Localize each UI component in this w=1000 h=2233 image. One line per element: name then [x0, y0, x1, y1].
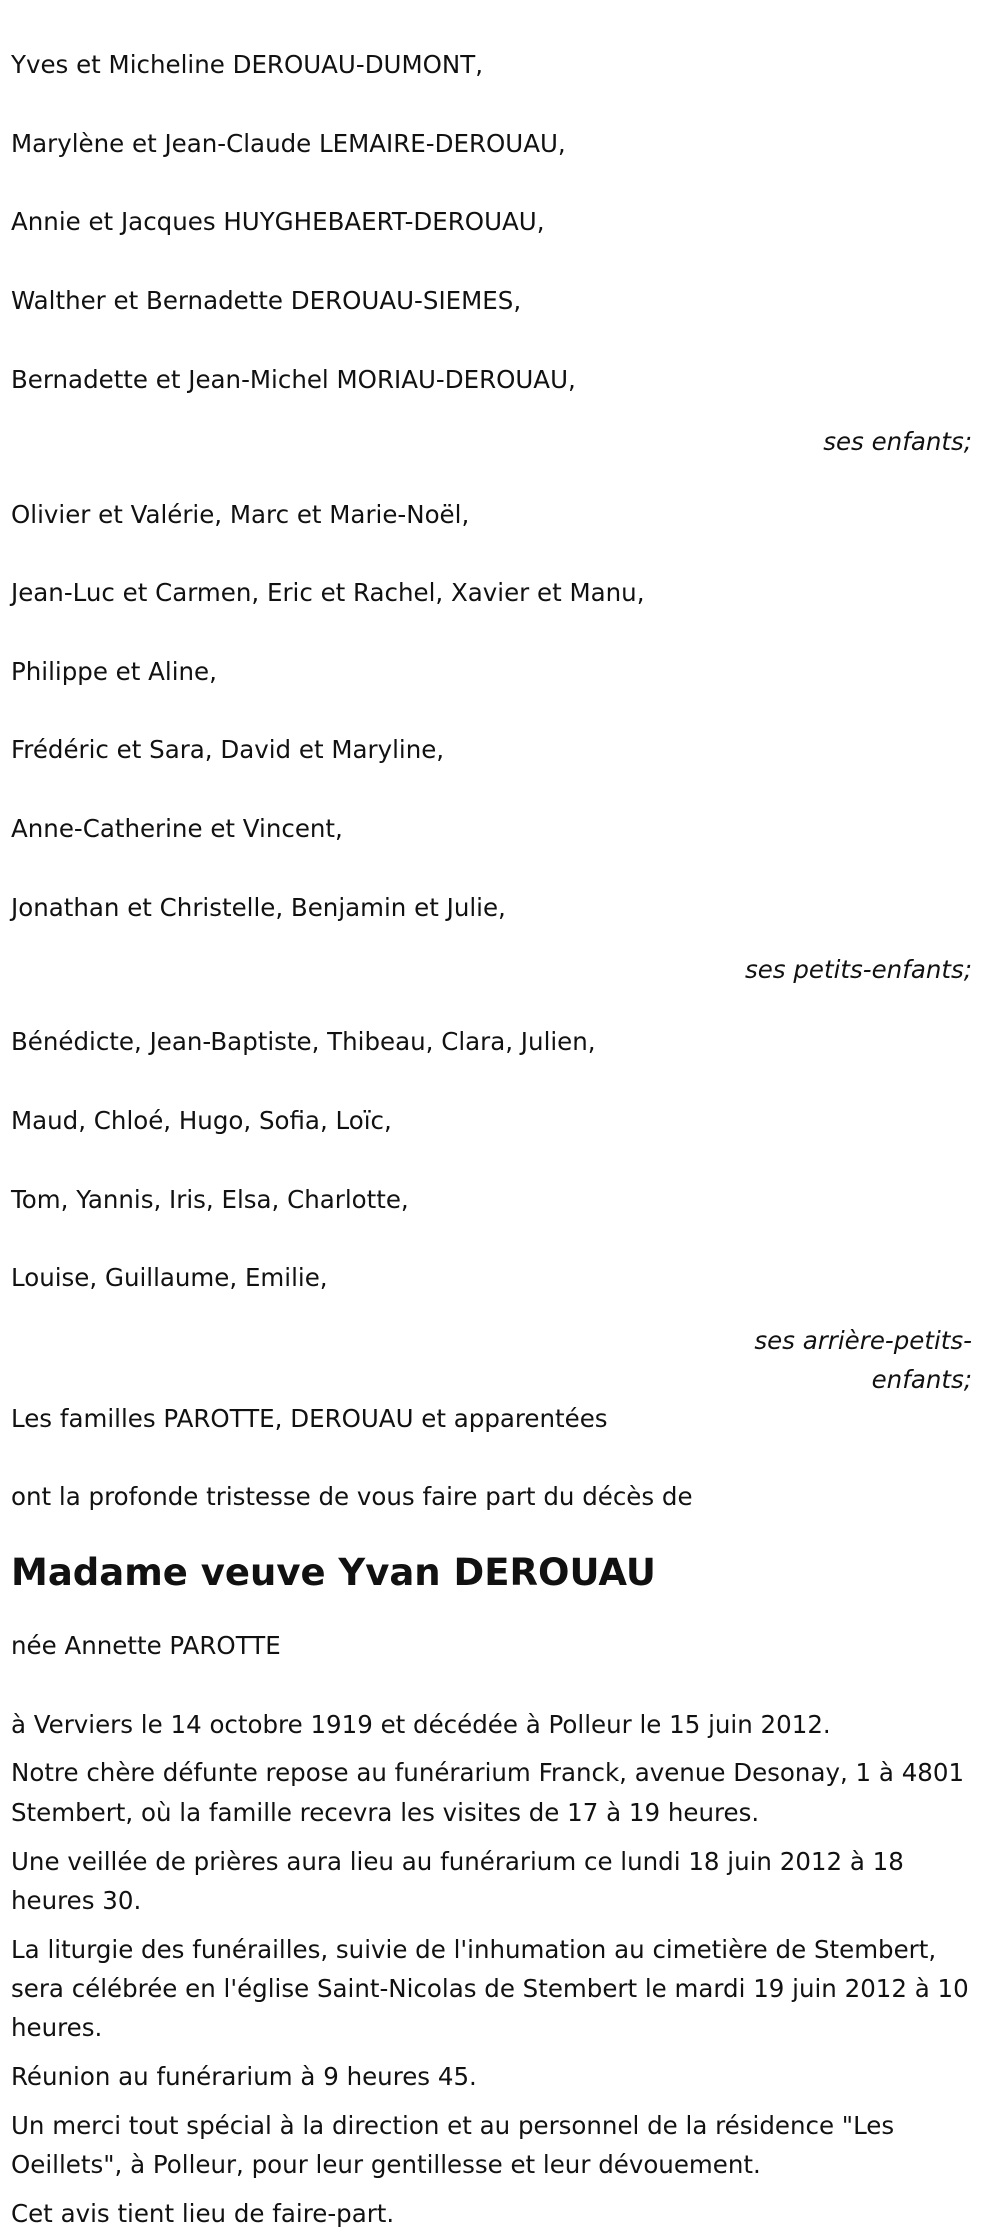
children-line: Yves et Micheline DEROUAU-DUMONT,	[11, 50, 483, 80]
great-grandchildren-line: Bénédicte, Jean-Baptiste, Thibeau, Clara, Julien,	[11, 1027, 596, 1057]
deceased-name: Madame veuve Yvan DEROUAU	[11, 1551, 656, 1595]
children-line: Walther et Bernadette DEROUAU-SIEMES,	[11, 286, 522, 316]
maiden-name: née Annette PAROTTE	[11, 1631, 281, 1661]
great-grandchildren-line: Tom, Yannis, Iris, Elsa, Charlotte,	[11, 1184, 409, 1214]
vigil-paragraph: Une veillée de prières aura lieu au funérarium ce lundi 18 juin 2012 à 18 heures 30.	[11, 1846, 904, 1915]
meeting-paragraph: Réunion au funérarium à 9 heures 45.	[11, 2062, 477, 2092]
grandchildren-role: ses petits-enfants;	[744, 955, 972, 985]
children-list	[11, 6, 976, 438]
children-role: ses enfants;	[823, 427, 972, 457]
funeral-home-paragraph: Notre chère défunte repose au funérarium Franck, avenue Desonay, 1 à 4801 Stembert, où la famille recevra les visites de 17 à 19 heures.	[11, 1758, 965, 1827]
closing-paragraph: Cet avis tient lieu de faire-part.	[11, 2198, 395, 2228]
families-line: Les familles PAROTTE, DEROUAU et apparentées	[11, 1403, 608, 1433]
grandchildren-line: Jonathan et Christelle, Benjamin et Julie,	[11, 892, 506, 922]
grandchildren-line: Philippe et Aline,	[11, 656, 217, 686]
great-grandchildren-line: Maud, Chloé, Hugo, Sofia, Loïc,	[11, 1106, 392, 1136]
grandchildren-list	[11, 455, 976, 966]
great-grandchildren-role	[751, 1321, 976, 1399]
children-line: Bernadette et Jean-Michel MORIAU-DEROUAU,	[11, 364, 576, 394]
children-line: Marylène et Jean-Claude LEMAIRE-DEROUAU,	[11, 128, 566, 158]
birth-death-paragraph: à Verviers le 14 octobre 1919 et décédée à Polleur le 15 juin 2012.	[11, 1709, 831, 1739]
grandchildren-line: Frédéric et Sara, David et Maryline,	[11, 735, 445, 765]
announcement-intro: ont la profonde tristesse de vous faire part du décès de	[11, 1482, 693, 1512]
great-grandchildren-role-line1: ses arrière-petits-	[754, 1325, 972, 1355]
grandchildren-line: Anne-Catherine et Vincent,	[11, 813, 343, 843]
grandchildren-line: Olivier et Valérie, Marc et Marie-Noël,	[11, 499, 470, 529]
great-grandchildren-role-line2: enfants;	[871, 1364, 972, 1394]
notice-body	[11, 1705, 976, 2233]
thanks-paragraph: Un merci tout spécial à la direction et au personnel de la résidence "Les Oeillets", à Polleur, pour leur gentillesse et leur dévouement.	[11, 2110, 895, 2180]
grandchildren-line: Jean-Luc et Carmen, Eric et Rachel, Xavier et Manu,	[11, 578, 645, 608]
children-line: Annie et Jacques HUYGHEBAERT-DEROUAU,	[11, 207, 545, 237]
great-grandchildren-line: Louise, Guillaume, Emilie,	[11, 1263, 328, 1293]
great-grandchildren-list	[11, 983, 976, 1337]
liturgy-paragraph: La liturgie des funérailles, suivie de l'inhumation au cimetière de Stembert, sera célébrée en l'église Saint-Nicolas de Stembert le mardi 19 juin 2012 à 10 heures.	[11, 1934, 969, 2043]
